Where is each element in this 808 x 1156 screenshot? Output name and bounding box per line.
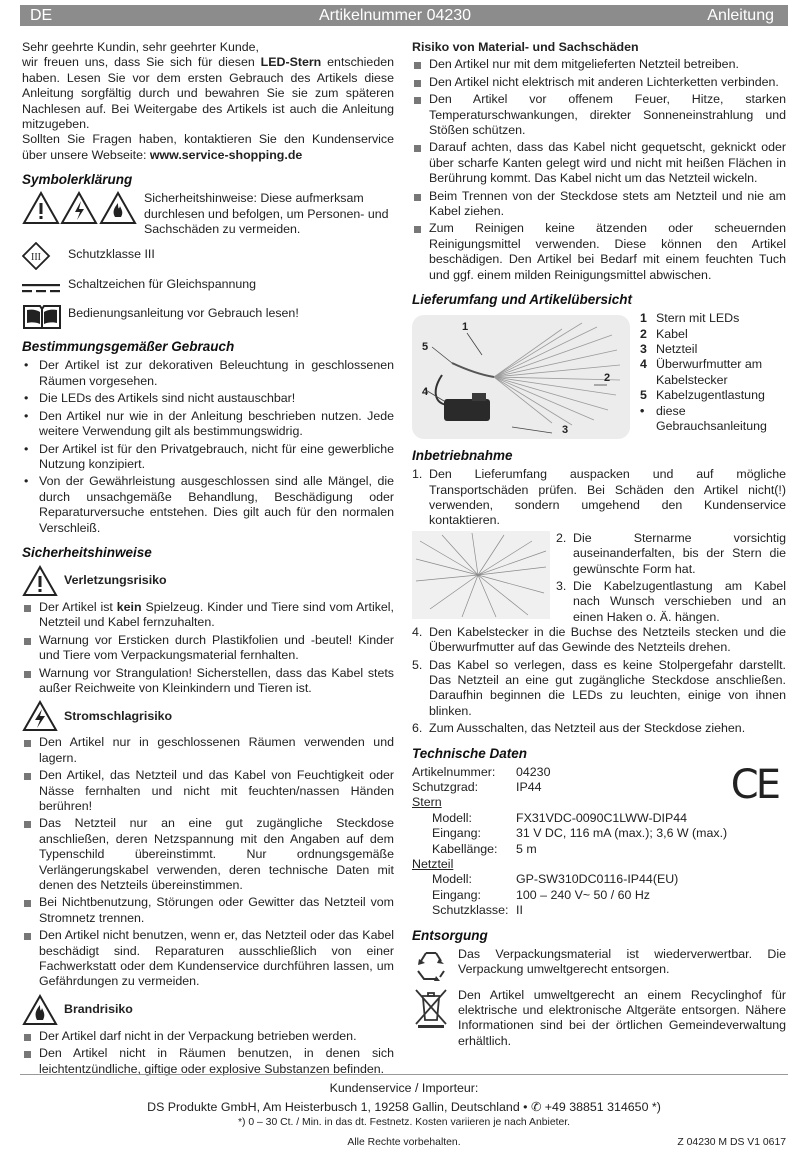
section-title-safety: Sicherheitshinweise bbox=[22, 544, 152, 560]
footer-rights: Alle Rechte vorbehalten. bbox=[347, 1136, 461, 1148]
setup-step: 2. Die Sternarme vorsichtig auseinanderfalten, bis der Stern die gewünschte Form hat. bbox=[556, 530, 786, 576]
list-item: Den Artikel nur in geschlossenen Räumen verwenden und lagern. bbox=[22, 735, 394, 766]
svg-text:III: III bbox=[31, 252, 41, 264]
list-item: Den Artikel vor offenem Feuer, Hitze, starken Temperaturschwankungen, direkter Sonneneinstrahlung und Stößen schützen. bbox=[412, 92, 786, 138]
fire-heading bbox=[22, 994, 394, 1026]
section-title-symbols: Symbolerklärung bbox=[22, 172, 133, 188]
setup-step: 5. Das Kabel so verlegen, dass es keine Stolpergefahr darstellt. Das Netzteil an eine gut zugängliche Steckdose anschließen. Daraufhin beginnen die LEDs zu leuchten, einige von ihnen blinken. bbox=[412, 657, 786, 718]
product-overview bbox=[412, 311, 786, 439]
list-item: Warnung vor Ersticken durch Plastikfolien und -beutel! Kinder und Tiere vom Verpackungsmaterial fernhalten. bbox=[22, 633, 394, 664]
list-item: • Die LEDs des Artikels sind nicht austauschbar! bbox=[22, 391, 394, 406]
list-item: Den Artikel, das Netzteil und das Kabel von Feuchtigkeit oder Nässe fernhalten und nicht mit feuchten/nassen Händen berühren! bbox=[22, 768, 394, 814]
legend-item: 5 Kabelzugentlastung bbox=[640, 388, 765, 403]
warning-triangle-icon bbox=[22, 565, 58, 597]
list-item: Das Netzteil nur an eine gut zugängliche Steckdose anschließen, deren Netzspannung mit den Angaben auf dem Typenschild übereinstimmt. Nur ordnungsgemäße Verlängerungskabel verwenden, deren technische Daten mit denen des Netzteils übereinstimmen. bbox=[22, 816, 394, 893]
disposal-packaging-row bbox=[412, 947, 786, 983]
list-item: Beim Trennen von der Steckdose stets am Netzteil und nie am Kabel ziehen. bbox=[412, 189, 786, 220]
callout-2: 2 bbox=[604, 372, 611, 385]
list-item: Zum Reinigen keine ätzenden oder scheuernden Reinigungsmittel verwenden. Diese können den Artikel beschädigen. Den Artikel bei Bedarf mit einem feuchten Tuch und ggf. einem milden Reinigungsmittel abwischen. bbox=[412, 221, 786, 283]
warning-triangles-icon bbox=[22, 191, 138, 225]
greeting: Sehr geehrte Kundin, sehr geehrter Kunde, bbox=[22, 40, 259, 54]
header-article-number: Artikelnummer 04230 bbox=[319, 7, 472, 24]
symbol-class3-row bbox=[22, 242, 394, 270]
legend-item: 3 Netzteil bbox=[640, 341, 698, 356]
setup-step: 6. Zum Ausschalten, das Netzteil aus der Steckdose ziehen. bbox=[412, 721, 746, 736]
list-item: Bei Nichtbenutzung, Störungen oder Gewitter das Netzteil vom Stromnetz trennen. bbox=[22, 895, 394, 926]
shock-title: Stromschlagrisiko bbox=[64, 708, 173, 723]
list-item: Der Artikel ist kein Spielzeug. Kinder und Tiere sind vom Artikel, Netzteil und Kabel fernzuhalten. bbox=[22, 600, 394, 631]
list-item: Den Artikel nicht in Räumen benutzen, in denen sich leichtentzündliche, giftige oder explosive Substanzen befinden. bbox=[22, 1046, 394, 1077]
injury-list bbox=[22, 600, 394, 696]
dc-voltage-icon bbox=[22, 275, 62, 297]
disposal-weee-text: Den Artikel umweltgerecht an einem Recyclinghof für elektrische und elektronische Altgeräte entsorgen. Nähere Informationen sind bei der örtlichen Gemeindeverwaltung erhältlich. bbox=[458, 987, 786, 1048]
legend-item: • diese Gebrauchsanleitung bbox=[640, 403, 767, 433]
read-manual-icon bbox=[22, 302, 62, 330]
tech-data-block bbox=[412, 761, 786, 919]
setup-step: 3. Die Kabelzugentlastung am Kabel nach Wunsch verschieben und an einen Haken o. Ä. hängen. bbox=[556, 578, 786, 624]
list-item: • Der Artikel ist zur dekorativen Beleuchtung in geschlossenen Räumen vorgesehen. bbox=[22, 358, 394, 389]
symbol-safety-row bbox=[22, 191, 394, 237]
injury-title: Verletzungsrisiko bbox=[64, 573, 167, 588]
electric-shock-icon bbox=[22, 700, 58, 732]
setup-steps-inset bbox=[556, 531, 786, 627]
protection-class-iii-icon bbox=[22, 242, 62, 270]
setup-steps bbox=[412, 467, 786, 529]
product-illustration bbox=[412, 315, 630, 439]
right-column bbox=[412, 40, 786, 1054]
contact-paragraph: Sollten Sie Fragen haben, kontaktieren Sie den Kundenservice über unsere Webseite: www.service-shopping.de bbox=[22, 132, 394, 162]
fire-title: Brandrisiko bbox=[64, 1002, 133, 1017]
symbol-dc-row bbox=[22, 275, 394, 297]
tech-spec-table: Artikelnummer: 04230 Schutzgrad: IP44 Stern Modell: FX31VDC-0090C1LWW-DIP44 Eingang: 31 V DC, 116 mA (max.); 3,6 W (max.) Kabellänge: 5 m Netzteil Modell: GP-SW310DC0116-IP44(EU) Eingang: 100 – 240 V~ 50 / 60 Hz Schutzklasse: II bbox=[412, 764, 728, 918]
footer-service-label: Kundenservice / Importeur: bbox=[329, 1081, 479, 1095]
fire-hazard-icon bbox=[22, 994, 58, 1026]
legend-item: 2 Kabel bbox=[640, 326, 688, 341]
symbol-safety-text: Sicherheitshinweise: Diese aufmerksam durchlesen und befolgen, um Personen- und Sachschäden zu vermeiden. bbox=[144, 191, 389, 237]
ce-mark: CE bbox=[730, 761, 778, 808]
shock-list bbox=[22, 735, 394, 990]
list-item: Der Artikel darf nicht in der Verpackung betrieben werden. bbox=[22, 1029, 394, 1044]
disposal-packaging-text: Das Verpackungsmaterial ist wiederverwertbar. Die Verpackung umweltgerecht entsorgen. bbox=[458, 946, 786, 977]
fire-list bbox=[22, 1029, 394, 1077]
setup-steps-continued bbox=[412, 625, 786, 737]
list-item: • Der Artikel ist für den Privatgebrauch, nicht für eine gewerbliche Nutzung konzipiert. bbox=[22, 442, 394, 473]
left-column bbox=[22, 40, 394, 1079]
disposal-weee-row bbox=[412, 988, 786, 1050]
callout-5: 5 bbox=[422, 341, 429, 354]
footer-doc-code: Z 04230 M DS V1 0617 bbox=[677, 1136, 786, 1148]
header-language: DE bbox=[30, 7, 53, 24]
list-item: Den Artikel nicht benutzen, wenn er, das Netzteil oder das Kabel beschädigt sind. Reparaturen ausschließlich von einer Fachwerkstatt oder dem Kundenservice durchführen lassen, um Gefährdungen zu vermeiden. bbox=[22, 928, 394, 990]
section-title-scope: Lieferumfang und Artikelübersicht bbox=[412, 292, 633, 308]
footer-cost-note: *) 0 – 30 Ct. / Min. in das dt. Festnetz. Kosten variieren je nach Anbieter. bbox=[237, 1116, 571, 1128]
callout-1: 1 bbox=[462, 321, 469, 334]
section-title-material: Risiko von Material- und Sachschäden bbox=[412, 40, 639, 54]
footer-address: DS Produkte GmbH, Am Heisterbusch 1, 19258 Gallin, Deutschland • ✆ +49 38851 314650 *) bbox=[147, 1100, 661, 1115]
symbol-manual-row bbox=[22, 302, 394, 330]
header-bar bbox=[20, 5, 788, 26]
legend-item: 1 Stern mit LEDs bbox=[640, 311, 740, 326]
section-title-disposal: Entsorgung bbox=[412, 927, 488, 943]
injury-heading bbox=[22, 565, 394, 597]
section-title-tech: Technische Daten bbox=[412, 745, 528, 761]
legend-item: 4 Überwurfmutter am Kabelstecker bbox=[640, 357, 763, 387]
callout-4: 4 bbox=[422, 386, 429, 399]
section-title-setup: Inbetriebnahme bbox=[412, 448, 513, 464]
website-link[interactable]: www.service-shopping.de bbox=[149, 147, 303, 162]
callout-3: 3 bbox=[562, 424, 569, 437]
header-doc-type: Anleitung bbox=[707, 7, 774, 24]
symbol-dc-text: Schaltzeichen für Gleichspannung bbox=[68, 277, 257, 292]
star-arms-illustration bbox=[412, 531, 550, 619]
list-item: • Den Artikel nur wie in der Anleitung beschrieben nutzen. Jede weitere Verwendung gilt als bestimmungswidrig. bbox=[22, 409, 394, 440]
list-item: • Von der Gewährleistung ausgeschlossen sind alle Mängel, die durch unsachgemäße Behandlung, Beschädigung oder Reparaturversuche entstehen. Dies gilt auch für den normalen Verschleiß. bbox=[22, 474, 394, 536]
material-list bbox=[412, 57, 786, 283]
symbol-manual-text: Bedienungsanleitung vor Gebrauch lesen! bbox=[68, 306, 299, 321]
setup-step: 4. Den Kabelstecker in die Buchse des Netzteils stecken und die Überwurfmutter auf das Gewinde des Netzteils drehen. bbox=[412, 624, 786, 655]
list-item: Warnung vor Strangulation! Sicherstellen, dass das Kabel stets außer Reichweite von Kleinkindern und Tieren ist. bbox=[22, 666, 394, 697]
list-item: Darauf achten, dass das Kabel nicht gequetscht, geknickt oder über scharfe Kanten gelegt wird und nicht mit heißen Flächen in Berührung kommt. Das Kabel nicht um das Netzteil wickeln. bbox=[412, 140, 786, 186]
list-item: Den Artikel nur mit dem mitgelieferten Netzteil betreiben. bbox=[412, 57, 786, 72]
setup-step: 1. Den Lieferumfang auspacken und auf mögliche Transportschäden prüfen. Bei Schäden den Artikel nicht(!) verwenden, sondern umgehend den Kundenservice kontaktieren. bbox=[412, 467, 786, 528]
footer bbox=[20, 1074, 788, 1150]
symbol-class3-text: Schutzklasse III bbox=[68, 247, 155, 262]
list-item: Den Artikel nicht elektrisch mit anderen Lichterketten verbinden. bbox=[412, 75, 786, 90]
recycling-icon bbox=[412, 947, 450, 983]
crossed-bin-icon bbox=[412, 988, 450, 1028]
shock-heading bbox=[22, 700, 394, 732]
setup-figure-block bbox=[412, 531, 786, 625]
intro-paragraph: wir freuen uns, dass Sie sich für diesen LED-Stern entschieden haben. Lesen Sie vor dem ersten Gebrauch des Artikels diese Anleitung sorgfältig durch und bewahren Sie sie zum späteren Nachlesen auf. Bei Weitergabe des Artikels ist auch die Anleitung mitzugeben. bbox=[22, 55, 394, 132]
section-title-intended-use: Bestimmungsgemäßer Gebrauch bbox=[22, 339, 235, 355]
intended-use-list bbox=[22, 358, 394, 535]
parts-legend bbox=[640, 311, 788, 434]
